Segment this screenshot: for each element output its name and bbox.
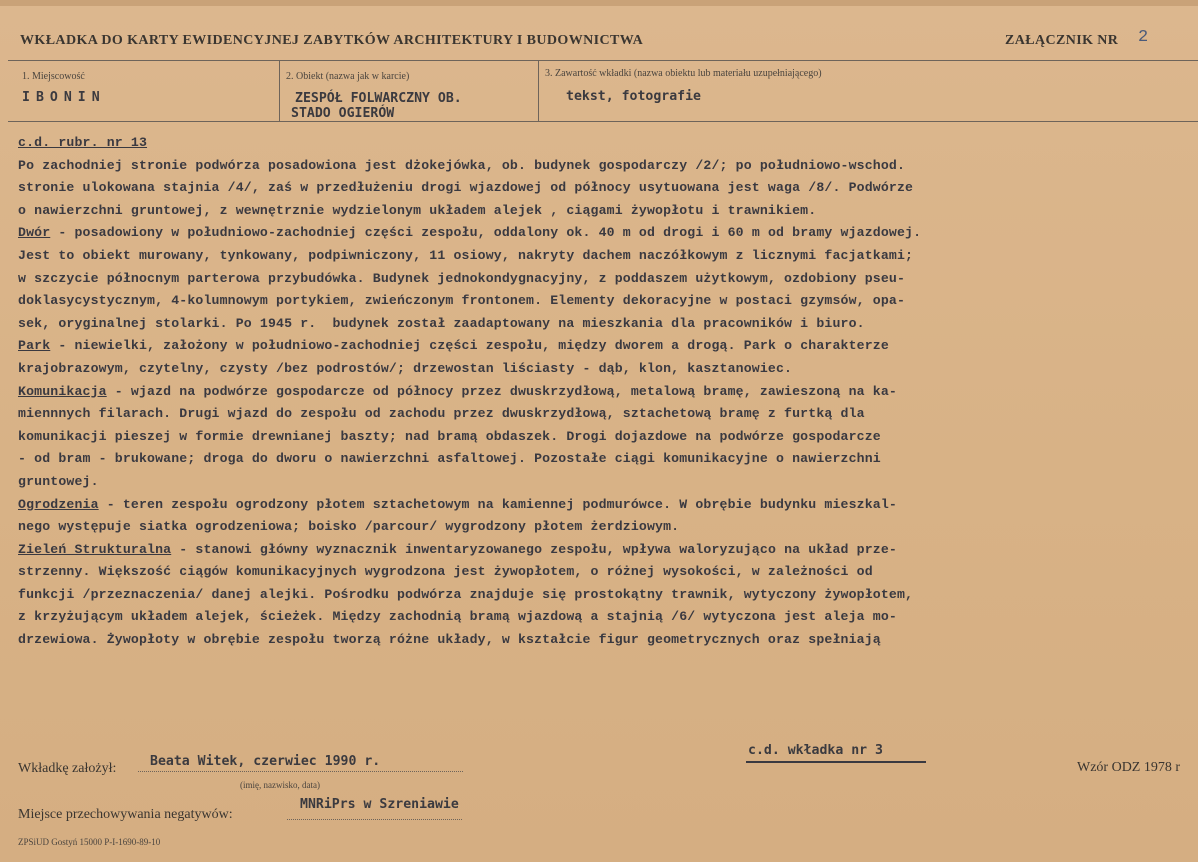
- text-segment: krajobrazowym, czytelny, czysty /bez podrostów/; drzewostan liściasty - dąb, klon, kasztanowiec.: [18, 360, 793, 376]
- section-heading: Dwór: [18, 225, 51, 241]
- text-segment: komunikacji pieszej w formie drewnianej baszty; nad bramą obdaszek. Drogi dojazdowe na podwórze gospodarcze: [18, 428, 881, 444]
- text-segment: doklasycystycznym, 4-kolumnowym portykiem, zwieńczonym frontonem. Elementy dekoracyjne w postaci gzymsów, opa-: [18, 293, 906, 309]
- header-rule-bottom: [8, 121, 1198, 122]
- text-line: [18, 358, 1194, 381]
- text-segment: miennnych filarach. Drugi wjazd do zespołu od zachodu przez dwuskrzydłową, sztachetową bramę z furtką dla: [18, 406, 865, 422]
- text-line: [18, 313, 1194, 336]
- field-content-value: tekst, fotografie: [566, 89, 701, 104]
- text-line: [18, 516, 1194, 539]
- text-line: [18, 629, 1194, 652]
- header-divider-2: [538, 60, 539, 121]
- section-heading: Ogrodzenia: [18, 496, 99, 512]
- founder-value: Beata Witek, czerwiec 1990 r.: [150, 754, 381, 769]
- section-heading: Zieleń Strukturalna: [18, 541, 172, 557]
- header-rule-top: [8, 60, 1198, 61]
- text-segment: Jest to obiekt murowany, tynkowany, podpiwniczony, 11 osiowy, nakryty dachem naczółkowym z licznymi facjatkami;: [18, 247, 914, 263]
- text-line: [18, 290, 1194, 313]
- continued-note: c.d. wkładka nr 3: [748, 743, 883, 758]
- printer-imprint: ZPSiUD Gostyń 15000 P-I-1690-89-10: [18, 837, 161, 847]
- header-divider-1: [279, 60, 280, 121]
- text-segment: gruntowej.: [18, 473, 99, 489]
- text-segment: Po zachodniej stronie podwórza posadowiona jest dżokejówka, ob. budynek gospodarczy /2/; po południowo-wschod.: [18, 157, 906, 173]
- text-segment: - stanowi główny wyznacznik inwentaryzowanego zespołu, wpływa waloryzująco na układ prze-: [171, 541, 897, 557]
- text-line: [18, 539, 1194, 562]
- text-segment: - niewielki, założony w południowo-zachodniej części zespołu, między dworem a drogą. Park o charakterze: [50, 338, 889, 354]
- text-segment: sek, oryginalnej stolarki. Po 1945 r. budynek został zaadaptowany na mieszkania dla pracowników i biuro.: [18, 315, 865, 331]
- negatives-label: Miejsce przechowywania negatywów:: [18, 807, 233, 822]
- pattern-label: Wzór ODZ 1978 r: [1077, 760, 1181, 775]
- text-line: [18, 177, 1194, 200]
- text-line: [18, 268, 1194, 291]
- field-object-value-1: ZESPÓŁ FOLWARCZNY OB.: [295, 91, 462, 106]
- text-segment: - od bram - brukowane; droga do dworu o nawierzchni asfaltowej. Pozostałe ciągi komunikacyjne o nawierzchni: [18, 451, 881, 467]
- founder-label: Wkładkę założył:: [18, 761, 117, 776]
- annex-label: ZAŁĄCZNIK NR: [1005, 33, 1119, 48]
- card-title: WKŁADKA DO KARTY EWIDENCYJNEJ ZABYTKÓW ARCHITEKTURY I BUDOWNICTWA: [20, 33, 644, 48]
- text-segment: nego występuje siatka ogrodzeniowa; boisko /parcour/ wygrodzony płotem żerdziowym.: [18, 519, 680, 535]
- text-line: [18, 132, 1194, 155]
- text-segment: stronie ulokowana stajnia /4/, zaś w przedłużeniu drogi wjazdowej od północy usytuowana jest waga /8/. Podwórze: [18, 180, 914, 196]
- text-line: [18, 222, 1194, 245]
- negatives-dotted-line: [287, 819, 462, 820]
- text-segment: z krzyżującym układem alejek, ścieżek. Między zachodnią bramą wjazdową a stajnią /6/ wytyczona jest aleja mo-: [18, 609, 897, 625]
- text-line: [18, 200, 1194, 223]
- section-heading: Komunikacja: [18, 383, 107, 399]
- text-line: [18, 426, 1194, 449]
- text-segment: - wjazd na podwórze gospodarcze od północy przez dwuskrzydłową, metalową bramę, zawieszoną na ka-: [106, 383, 897, 399]
- founder-hint: (imię, nazwisko, data): [240, 780, 320, 790]
- text-line: [18, 155, 1194, 178]
- text-line: [18, 381, 1194, 404]
- text-line: [18, 403, 1194, 426]
- annex-number: 2: [1138, 28, 1149, 47]
- field-object-label: 2. Obiekt (nazwa jak w karcie): [286, 71, 410, 82]
- text-segment: strzenny. Większość ciągów komunikacyjnych wygrodzona jest żywopłotem, o różnej wysokości, w zależności od: [18, 564, 873, 580]
- field-locality-value: IBONIN: [22, 90, 106, 105]
- negatives-value: MNRiPrs w Szreniawie: [300, 797, 459, 812]
- text-line: [18, 494, 1194, 517]
- text-line: [18, 471, 1194, 494]
- text-line: [18, 584, 1194, 607]
- text-segment: - teren zespołu ogrodzony płotem sztachetowym na kamiennej podmurówce. W obrębie budynku mieszkal-: [98, 496, 897, 512]
- section-heading: c.d. rubr. nr 13: [18, 135, 148, 150]
- field-locality-label: 1. Miejscowość: [22, 71, 85, 82]
- text-line: [18, 448, 1194, 471]
- continued-underline: [746, 761, 926, 763]
- text-segment: drzewiowa. Żywopłoty w obrębie zespołu tworzą różne układy, w kształcie figur geometrycznych oraz spełniają: [18, 632, 881, 648]
- text-segment: w szczycie północnym parterowa przybudówka. Budynek jednokondygnacyjny, z poddaszem użytkowym, ozdobiony pseu-: [18, 270, 906, 286]
- text-line: [18, 245, 1194, 268]
- text-segment: - posadowiony w południowo-zachodniej części zespołu, oddalony ok. 40 m od drogi i 60 m od bramy wjazdowej.: [50, 225, 922, 241]
- text-line: [18, 335, 1194, 358]
- founder-dotted-line: [138, 771, 463, 772]
- text-line: [18, 561, 1194, 584]
- card-top-edge: [0, 0, 1198, 6]
- text-line: [18, 606, 1194, 629]
- field-content-label: 3. Zawartość wkładki (nazwa obiektu lub materiału uzupełniającego): [545, 68, 822, 79]
- section-heading: Park: [18, 338, 51, 354]
- description-text: [18, 132, 1194, 652]
- text-segment: o nawierzchni gruntowej, z wewnętrznie wydzielonym układem alejek , ciągami żywopłotu i trawnikiem.: [18, 202, 817, 218]
- field-object-value-2: STADO OGIERÓW: [291, 106, 395, 121]
- text-segment: funkcji /przeznaczenia/ danej alejki. Pośrodku podwórza znajduje się prostokątny trawnik, wytyczony żywopłotem,: [18, 586, 914, 602]
